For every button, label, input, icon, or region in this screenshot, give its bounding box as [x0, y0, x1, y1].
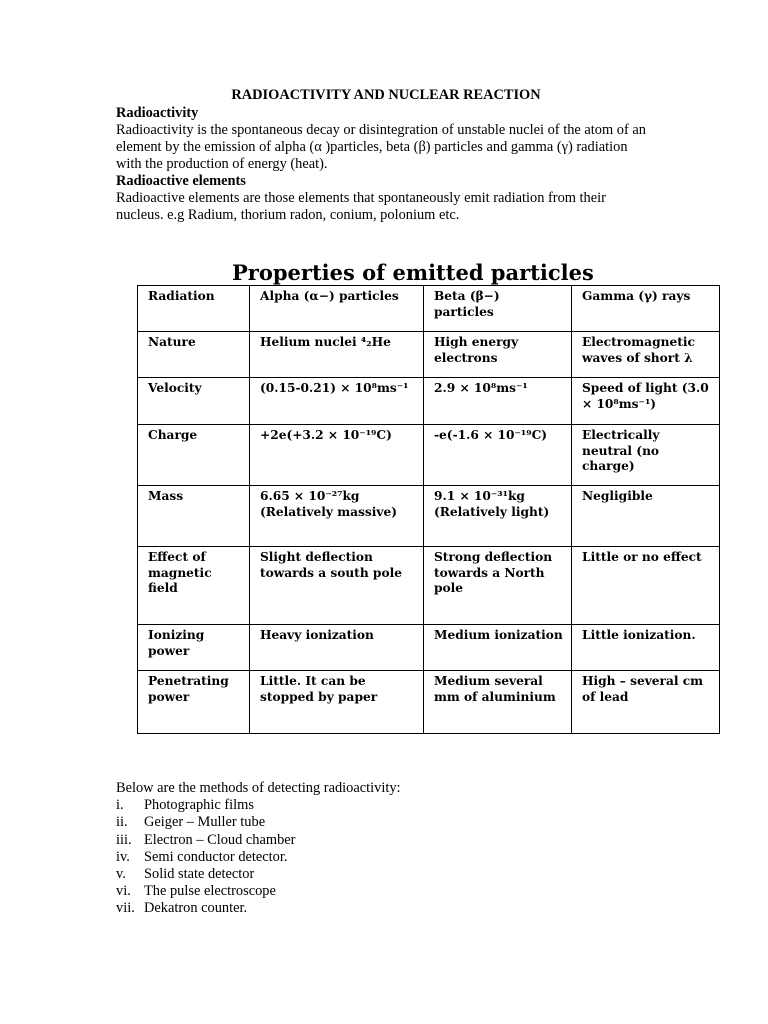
table-cell: Nature	[138, 332, 250, 378]
list-number: i.	[116, 797, 124, 814]
table-cell: Negligible	[572, 486, 720, 547]
table-row	[138, 547, 720, 625]
table-cell: Alpha (α−) particles	[250, 286, 424, 332]
table-cell: Ionizing power	[138, 625, 250, 671]
list-item	[116, 849, 656, 866]
document-body	[116, 87, 656, 224]
table-cell: +2e(+3.2 × 10⁻¹⁹C)	[250, 425, 424, 486]
table-cell: Strong deflection towards a North pole	[424, 547, 572, 625]
table-cell: 9.1 × 10⁻³¹kg (Relatively light)	[424, 486, 572, 547]
list-text: Solid state detector	[144, 866, 255, 883]
table-cell: -e(-1.6 × 10⁻¹⁹C)	[424, 425, 572, 486]
list-text: Electron – Cloud chamber	[144, 831, 296, 848]
table-row	[138, 332, 720, 378]
paragraph-radioactive-elements: Radioactive elements are those elements that spontaneously emit radiation from their nucleus. e.g Radium, thorium radon, conium, polonium etc.	[116, 190, 606, 223]
list-number: iii.	[116, 831, 132, 848]
list-text: Photographic films	[144, 797, 254, 814]
list-item	[116, 814, 656, 831]
list-number: vi.	[116, 883, 131, 900]
table-cell: Helium nuclei ⁴₂He	[250, 332, 424, 378]
properties-table	[137, 285, 720, 734]
table-row	[138, 378, 720, 425]
list-number: ii.	[116, 814, 128, 831]
methods-list	[116, 797, 656, 917]
table-title: Properties of emitted particles	[232, 260, 594, 285]
section-heading-radioactive-elements: Radioactive elements	[116, 173, 246, 189]
list-text: Semi conductor detector.	[144, 848, 288, 865]
table-cell: Electromagnetic waves of short λ	[572, 332, 720, 378]
document-title: RADIOACTIVITY AND NUCLEAR REACTION	[231, 87, 541, 103]
list-text: Dekatron counter.	[144, 900, 248, 917]
table-cell: Medium several mm of aluminium	[424, 671, 572, 734]
table-cell: Little ionization.	[572, 625, 720, 671]
list-item	[116, 832, 656, 849]
table-cell: (0.15-0.21) × 10⁸ms⁻¹	[250, 378, 424, 425]
table-cell: High energy electrons	[424, 332, 572, 378]
table-cell: Charge	[138, 425, 250, 486]
table-row	[138, 625, 720, 671]
table-cell: Effect of magnetic field	[138, 547, 250, 625]
table-cell: Speed of light (3.0 × 10⁸ms⁻¹)	[572, 378, 720, 425]
table-cell: Radiation	[138, 286, 250, 332]
methods-intro: Below are the methods of detecting radioactivity:	[116, 780, 401, 796]
table-cell: Gamma (γ) rays	[572, 286, 720, 332]
table-cell: High – several cm of lead	[572, 671, 720, 734]
list-item	[116, 866, 656, 883]
section-heading-radioactivity: Radioactivity	[116, 105, 199, 121]
table-cell: Heavy ionization	[250, 625, 424, 671]
detection-methods	[116, 780, 656, 918]
list-item	[116, 797, 656, 814]
list-number: vii.	[116, 900, 135, 917]
list-text: Geiger – Muller tube	[144, 814, 266, 831]
table-cell: Slight deflection towards a south pole	[250, 547, 424, 625]
table-cell: Mass	[138, 486, 250, 547]
list-item	[116, 900, 656, 917]
table-cell: 6.65 × 10⁻²⁷kg (Relatively massive)	[250, 486, 424, 547]
list-text: The pulse electroscope	[144, 883, 276, 900]
table-cell: 2.9 × 10⁸ms⁻¹	[424, 378, 572, 425]
list-item	[116, 883, 656, 900]
table-cell: Penetrating power	[138, 671, 250, 734]
table-cell: Little. It can be stopped by paper	[250, 671, 424, 734]
table-row	[138, 486, 720, 547]
table-row	[138, 671, 720, 734]
table-cell: Beta (β−) particles	[424, 286, 572, 332]
paragraph-radioactivity-definition: Radioactivity is the spontaneous decay or disintegration of unstable nuclei of the atom of an element by the emission of alpha (α )particles, beta (β) particles and gamma (γ) radiation with the production of energy (heat).	[116, 122, 646, 172]
list-number: v.	[116, 866, 126, 883]
table-row	[138, 286, 720, 332]
table-cell: Medium ionization	[424, 625, 572, 671]
table-cell: Electrically neutral (no charge)	[572, 425, 720, 486]
table-cell: Velocity	[138, 378, 250, 425]
table-row	[138, 425, 720, 486]
list-number: iv.	[116, 848, 130, 865]
table-cell: Little or no effect	[572, 547, 720, 625]
